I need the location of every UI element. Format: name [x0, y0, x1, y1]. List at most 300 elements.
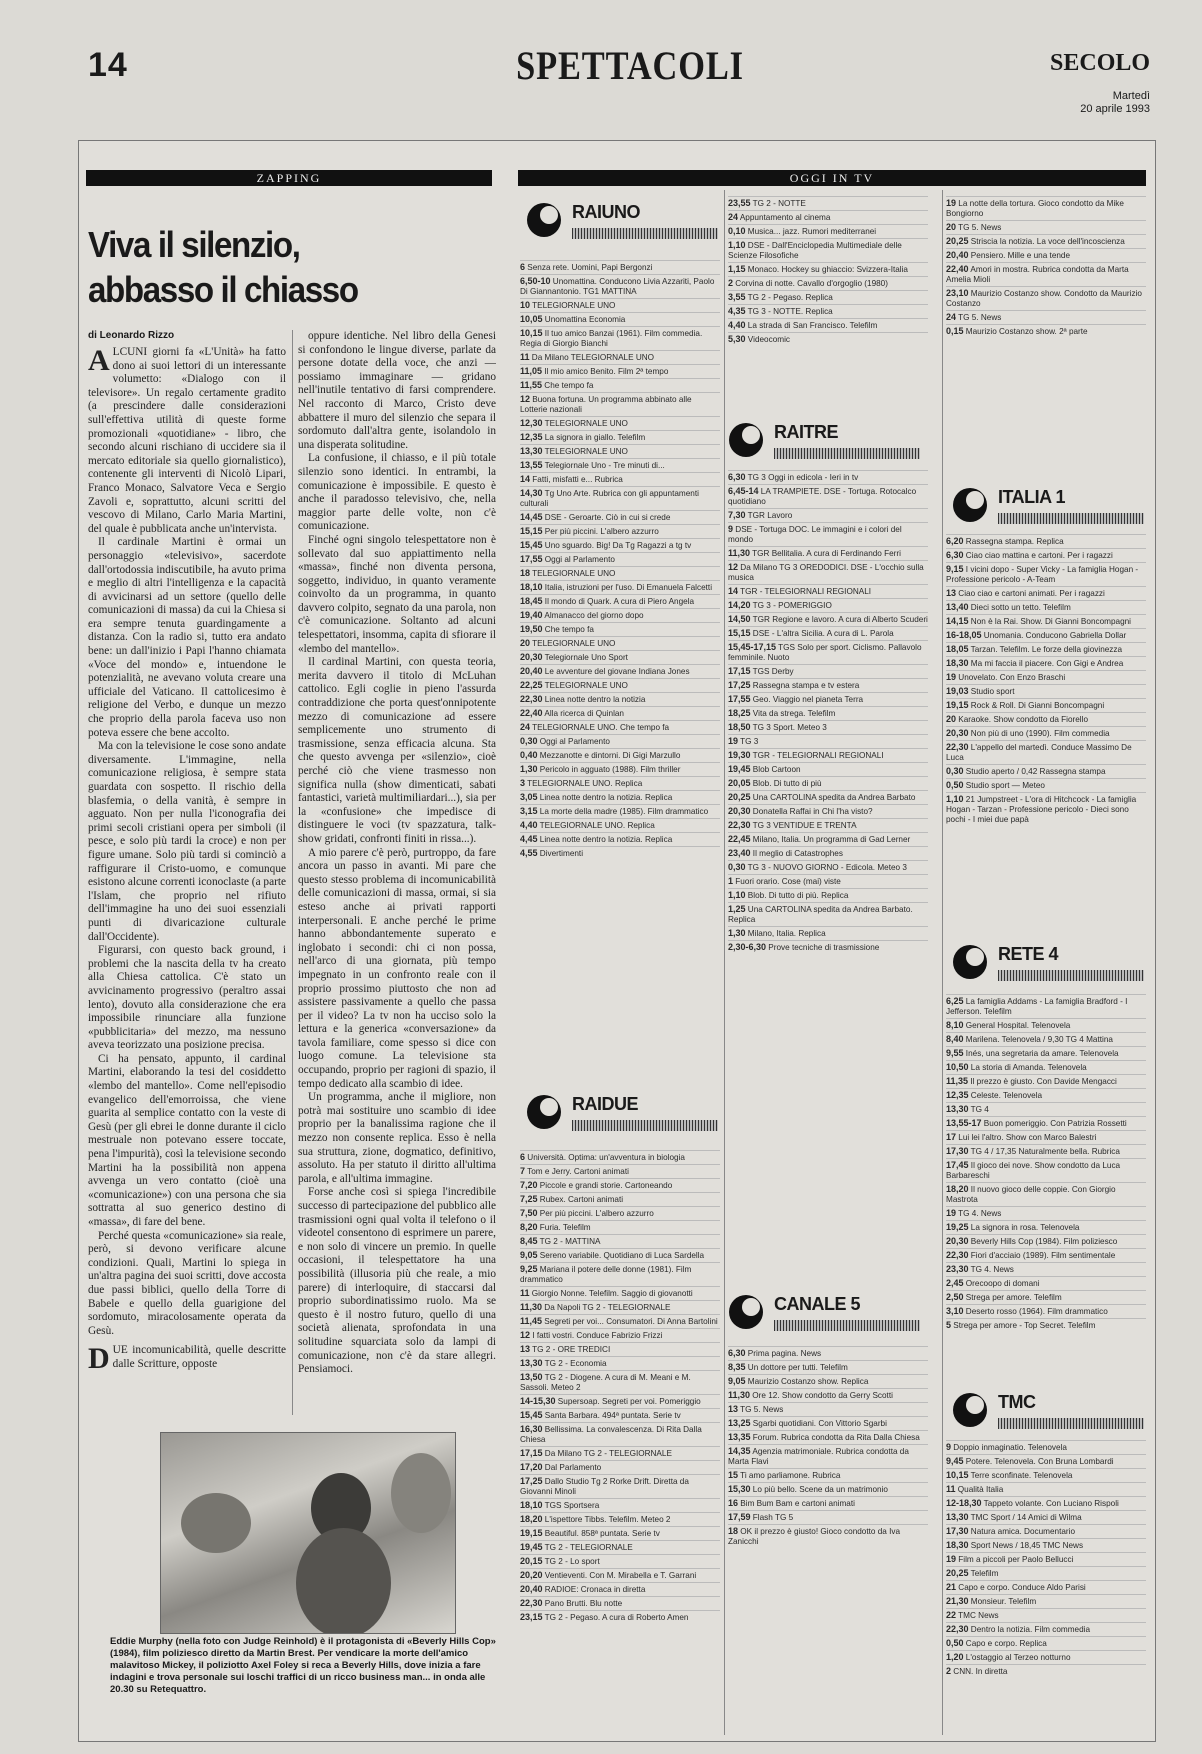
program-title: Per più piccini. L'albero azzurro: [542, 527, 659, 536]
program-time: 9,55: [946, 1048, 964, 1058]
program-row: [520, 1206, 720, 1220]
program-title: Da Milano TG 3 OREDODICI. DSE - L'occhio sulla musica: [728, 563, 924, 582]
program-title: Almanacco del giorno dopo: [542, 611, 644, 620]
program-time: 20,30: [520, 652, 543, 662]
program-time: 13,30: [946, 1104, 969, 1114]
program-title: DSE - Geroarte. Ciò in cui si crede: [542, 513, 671, 522]
program-time: 13,55-17: [946, 1118, 982, 1128]
program-title: RADIOE: Cronaca in diretta: [542, 1585, 646, 1594]
program-title: OK il prezzo è giusto! Gioco condotto da Iva Zanicchi: [728, 1527, 901, 1546]
program-title: Agenzia matrimoniale. Rubrica condotta da Marta Flavi: [728, 1447, 909, 1466]
program-row: [728, 598, 928, 612]
program-title: Ti amo parliamone. Rubrica: [738, 1471, 841, 1480]
program-title: General Hospital. Telenovela: [963, 1021, 1071, 1030]
program-time: 19,30: [728, 750, 751, 760]
program-time: 11,45: [520, 1316, 543, 1326]
program-title: Tom e Jerry. Cartoni animati: [525, 1167, 629, 1176]
program-time: 11,30: [728, 548, 751, 558]
program-title: Il prezzo è giusto. Con Davide Mengacci: [968, 1077, 1117, 1086]
program-title: La storia di Amanda. Telenovela: [968, 1063, 1087, 1072]
program-row: [728, 1388, 928, 1402]
program-title: Milano, Italia. Un programma di Gad Lerner: [750, 835, 911, 844]
photo-foliage: [181, 1493, 251, 1553]
program-title: Appuntamento al cinema: [738, 213, 831, 222]
program-time: 19,40: [520, 610, 543, 620]
program-title: Studio aperto / 0,42 Rassegna stampa: [963, 767, 1106, 776]
program-title: Capo e corpo. Replica: [963, 1639, 1047, 1648]
program-time: 14,45: [520, 512, 543, 522]
program-time: 17,25: [520, 1476, 543, 1486]
program-title: Oggi al Parlamento: [542, 555, 615, 564]
program-time: 8,40: [946, 1034, 964, 1044]
program-title: Maurizio Costanzo show. Replica: [745, 1377, 869, 1386]
program-time: 22,40: [520, 708, 543, 718]
program-time: 1: [728, 876, 734, 886]
program-title: Il tuo amico Banzai (1961). Film commedia. Regia di Giorgio Bianchi: [520, 329, 703, 348]
program-row: [520, 1356, 720, 1370]
program-time: 12-18,30: [946, 1498, 982, 1508]
program-time: 20,40: [520, 666, 543, 676]
program-row: [946, 586, 1146, 600]
program-time: 1,10: [728, 890, 746, 900]
program-row: [520, 1474, 720, 1498]
program-title: Milano, Italia. Replica: [745, 929, 826, 938]
program-title: TG 2 - TELEGIORNALE: [542, 1543, 633, 1552]
program-time: 0,30: [520, 736, 538, 746]
program-title: Lui lei l'altro. Show con Marco Balestri: [956, 1133, 1097, 1142]
program-title: Sereno variabile. Quotidiano di Luca Sardella: [537, 1251, 705, 1260]
program-row: [728, 940, 928, 954]
program-title: Furia. Telefilm: [537, 1223, 591, 1232]
program-time: 10: [520, 300, 531, 310]
program-time: 19: [946, 1554, 957, 1564]
program-row: [728, 1374, 928, 1388]
program-row: [520, 312, 720, 326]
program-title: TG 3 Oggi in edicola - Ieri in tv: [745, 473, 859, 482]
program-title: Fuori orario. Cose (mai) viste: [733, 877, 841, 886]
program-time: 9,25: [520, 1264, 538, 1274]
program-time: 20,05: [728, 778, 751, 788]
program-time: 2: [946, 1666, 952, 1676]
program-title: Il mio amico Benito. Film 2ª tempo: [542, 367, 669, 376]
program-row: [728, 1444, 928, 1468]
program-time: 17,45: [946, 1160, 969, 1170]
program-time: 18: [728, 1526, 739, 1536]
program-time: 17,55: [520, 554, 543, 564]
program-row: [946, 1594, 1146, 1608]
program-time: 11: [520, 352, 530, 362]
tmc-name: TMC: [998, 1392, 1036, 1412]
program-time: 4,35: [728, 306, 746, 316]
program-title: La signora in rosa. Telenovela: [968, 1223, 1080, 1232]
program-title: Pensiero. Mille e una tende: [968, 251, 1071, 260]
program-row: [728, 790, 928, 804]
program-title: Le avventure del giovane Indiana Jones: [542, 667, 690, 676]
program-title: Mariana il potere delle donne (1981). Film drammatico: [520, 1265, 692, 1284]
program-row: [946, 600, 1146, 614]
program-title: Musica... jazz. Rumori mediterranei: [745, 227, 877, 236]
photo-caption: Eddie Murphy (nella foto con Judge Reinhold) è il protagonista di «Beverly Hills Cop» (1984), film poliziesco diretto da Martin Brest. Per vendicare la morte dell'amico malavitoso Mickey, il poliziotto Axel Foley si reca a Beverly Hills, dove inizia a fare indagini e trova personale sui loschi traffici di un ricco business man... in onda alle 20.30 su Retequattro.: [110, 1636, 496, 1695]
program-row: [520, 678, 720, 692]
italia-1-schedule: [946, 534, 1146, 936]
program-row: [946, 1468, 1146, 1482]
italia-1-logo-icon: [948, 483, 992, 527]
program-title: Film a piccoli per Paolo Bellucci: [956, 1555, 1074, 1564]
program-row: [946, 1496, 1146, 1510]
program-time: 23,30: [946, 1264, 969, 1274]
program-row: [728, 1510, 928, 1524]
program-row: [728, 560, 928, 584]
program-title: Il meglio di Catastrophes: [750, 849, 843, 858]
program-row: [946, 1116, 1146, 1130]
program-row: [520, 1220, 720, 1234]
program-time: 18,10: [520, 1500, 543, 1510]
program-row: [728, 318, 928, 332]
program-title: Ventieventi. Con M. Mirabella e T. Garrani: [542, 1571, 697, 1580]
program-title: Monaco. Hockey su ghiaccio: Svizzera-Italia: [745, 265, 908, 274]
canale-5-schedule: [728, 1346, 928, 1736]
program-time: 3,10: [946, 1306, 964, 1316]
program-title: Buon pomeriggio. Con Patrizia Rossetti: [981, 1119, 1127, 1128]
program-row: [728, 224, 928, 238]
program-time: 9: [946, 1442, 952, 1452]
photo-figure: [296, 1528, 391, 1634]
program-row: [946, 248, 1146, 262]
program-row: [946, 286, 1146, 310]
program-time: 11,30: [520, 1302, 543, 1312]
program-time: 11,30: [728, 1390, 751, 1400]
program-title: Italia, istruzioni per l'uso. Di Emanuela Falcetti: [542, 583, 713, 592]
program-time: 1,15: [728, 264, 746, 274]
program-time: 2,45: [946, 1278, 964, 1288]
program-time: 16,30: [520, 1424, 543, 1434]
program-row: [520, 832, 720, 846]
program-time: 22,45: [728, 834, 751, 844]
program-time: 12: [728, 562, 739, 572]
program-title: Monsieur. Telefilm: [968, 1597, 1037, 1606]
program-time: 14-15,30: [520, 1396, 556, 1406]
program-title: Rassegna stampa e tv estera: [750, 681, 860, 690]
program-title: TELEGIORNALE UNO: [530, 639, 616, 648]
program-row: [946, 1018, 1146, 1032]
program-time: 22,30: [520, 694, 543, 704]
program-row: [728, 290, 928, 304]
program-time: 9,05: [520, 1250, 538, 1260]
headline-line2: abbasso il chiasso: [88, 269, 358, 310]
raiuno-logo-icon: [522, 198, 566, 242]
program-row: [520, 1342, 720, 1356]
program-time: 0,30: [728, 862, 746, 872]
program-time: 9,15: [946, 564, 964, 574]
program-time: 15,15: [520, 526, 543, 536]
program-time: 24: [728, 212, 739, 222]
program-row: [728, 888, 928, 902]
program-time: 23,55: [728, 198, 751, 208]
program-time: 17,25: [728, 680, 751, 690]
program-row: [946, 196, 1146, 220]
program-title: Strega per amore - Top Secret. Telefilm: [951, 1321, 1096, 1330]
program-time: 4,40: [520, 820, 538, 830]
program-title: Doppio inmaginatio. Telenovela: [951, 1443, 1067, 1452]
program-time: 19,15: [520, 1528, 543, 1538]
program-title: Per più piccini. L'albero azzurro: [537, 1209, 654, 1218]
program-title: Telegiornale Uno Sport: [542, 653, 628, 662]
program-title: TELEGIORNALE UNO: [542, 681, 628, 690]
program-title: Unomattina. Conducono Livia Azzariti, Paolo Di Giannantonio. TG1 MATTINA: [520, 277, 715, 296]
program-title: Beverly Hills Cop (1984). Film poliziesco: [968, 1237, 1118, 1246]
program-row: [520, 594, 720, 608]
program-time: 13,55: [520, 460, 543, 470]
program-time: 7,25: [520, 1194, 538, 1204]
program-row: [520, 790, 720, 804]
program-row: [520, 1408, 720, 1422]
program-title: Bellissima. La convalescenza. Di Rita Dalla Chiesa: [520, 1425, 702, 1444]
program-time: 22,30: [946, 1250, 969, 1260]
article-photo: [160, 1432, 456, 1634]
article-paragraph: oppure identiche. Nel libro della Genesi si confondono le lingue diverse, parlate da persone dotate della voce, che anzi — possiamo immaginare — gridano nell'inutile tentativo di farsi comprendere. Nel racconto di Marco, Cristo deve abbattere il muro del silenzio che separa il sordomuto dall'altra gente, isolandolo in una disperata solitudine.: [298, 330, 496, 451]
program-row: [520, 1164, 720, 1178]
program-title: Beautiful. 858ª puntata. Serie tv: [542, 1529, 660, 1538]
program-title: TG 3 Sport. Meteo 3: [750, 723, 827, 732]
program-time: 8,35: [728, 1362, 746, 1372]
program-row: [946, 1248, 1146, 1262]
program-row: [728, 1360, 928, 1374]
program-row: [946, 1182, 1146, 1206]
program-title: Celeste. Telenovela: [968, 1091, 1043, 1100]
program-title: TG 2 - ORE TREDICI: [530, 1345, 611, 1354]
program-row: [728, 210, 928, 224]
program-title: TG 2 - Pegaso. A cura di Roberto Amen: [542, 1613, 689, 1622]
program-row: [728, 1346, 928, 1360]
program-title: Corvina di notte. Cavallo d'orgoglio (1980): [733, 279, 888, 288]
article-paragraph: Il cardinal Martini, con questa teoria, merita davvero il titolo di McLuhan cattolico. Egli coglie in pieno l'assurda contraddizione che porta quest'onnipotente mezzo di comunicazione ad essere semplicemente uno strumento di trasmissione, senza efficacia alcuna. Sta che questo avvenga per «silenzio», cioè perché ciò che viene trasmesso non significa nulla (show dimenticati, sabati fantastici, varietà multimiliardari...), sia per la «confusione» che impedisce di distinguere le voci (tv spazzatura, talk-show gridati, confronti finiti in rissa...).: [298, 656, 496, 845]
program-time: 13,50: [520, 1372, 543, 1382]
program-title: TG 3 - POMERIGGIO: [750, 601, 832, 610]
program-title: TG 2 - Pegaso. Replica: [745, 293, 833, 302]
program-row: [520, 818, 720, 832]
program-row: [946, 1060, 1146, 1074]
program-time: 21,30: [946, 1596, 969, 1606]
program-time: 19: [946, 198, 957, 208]
program-row: [520, 260, 720, 274]
program-title: Sgarbi quotidiani. Con Vittorio Sgarbi: [750, 1419, 887, 1428]
program-row: [946, 324, 1146, 338]
program-time: 1,25: [728, 904, 746, 914]
program-title: Fiori d'acciaio (1989). Film sentimentale: [968, 1251, 1116, 1260]
program-row: [728, 734, 928, 748]
program-title: LA TRAMPIETE. DSE - Tortuga. Rotocalco quotidiano: [728, 487, 917, 506]
program-row: [520, 364, 720, 378]
program-row: [728, 776, 928, 790]
program-title: TG 4. News: [956, 1209, 1002, 1218]
program-title: I vicini dopo - Super Vicky - La famiglia Hogan - Professione pericolo - A-Team: [946, 565, 1139, 584]
program-row: [946, 1032, 1146, 1046]
program-time: 14: [520, 474, 531, 484]
program-time: 20: [946, 714, 957, 724]
program-title: Giorgio Nonne. Telefilm. Saggio di giovanotti: [529, 1289, 693, 1298]
program-time: 18: [520, 568, 531, 578]
program-title: Sport News / 18,45 TMC News: [968, 1541, 1084, 1550]
program-time: 14,30: [520, 488, 543, 498]
program-row: [728, 818, 928, 832]
program-title: Pano Brutti. Blu notte: [542, 1599, 623, 1608]
program-title: Buona fortuna. Un programma abbinato alle Lotterie nazionali: [520, 395, 692, 414]
drop-cap: A: [88, 346, 110, 377]
program-row: [946, 1482, 1146, 1496]
program-row: [520, 706, 720, 720]
article-paragraph: DUE incomunicabilità, quelle descritte dalle Scritture, opposte: [88, 1342, 286, 1376]
program-row: [946, 1234, 1146, 1248]
headline-line1: Viva il silenzio,: [88, 224, 300, 265]
program-row: [728, 484, 928, 508]
program-time: 0,40: [520, 750, 538, 760]
raitre-rule: [774, 448, 920, 459]
canale-5-name: CANALE 5: [774, 1294, 861, 1314]
program-title: Tappeto volante. Con Luciano Rispoli: [981, 1499, 1119, 1508]
program-time: 19,03: [946, 686, 969, 696]
program-title: TGR Lavoro: [745, 511, 793, 520]
article-paragraph: A mio parere c'è però, purtroppo, da fare ancora un passo in avanti. Mi pare che questo stesso problema di incomunicabilità delle comunicazioni di massa, ormai, si sia esteso anche ai privati rapporti interpersonali. E anche perché le prime hanno abbondantemente superato e inglobato i secondi: chi ci non possa, nell'arco di una giornata, più tempo impegnato in un confronto reale con il proprio prossimo piuttosto che non ad assistere passivamente a quello che passa per il video? La tv non ha ucciso solo la lettura e la generica «conversazione» da tavola familiare, come spesso si dice con luogo comune. La televisione sta occupando, proprio per ragioni di spazio, il tempo dedicato alla scambio di idee.: [298, 846, 496, 1090]
program-time: 18,25: [728, 708, 751, 718]
program-title: La famiglia Addams - La famiglia Bradford - I Jefferson. Telefilm: [946, 997, 1128, 1016]
program-time: 14,15: [946, 616, 969, 626]
program-time: 21: [946, 1582, 957, 1592]
program-title: Blob Cartoon: [750, 765, 801, 774]
program-row: [520, 1300, 720, 1314]
program-title: Mezzanotte e dintorni. Di Gigi Marzullo: [537, 751, 681, 760]
program-title: TGS Sportsera: [542, 1501, 600, 1510]
program-title: Dal Parlamento: [542, 1463, 602, 1472]
page-number: 14: [88, 46, 128, 84]
program-title: TG 3: [738, 737, 759, 746]
program-row: [946, 1552, 1146, 1566]
program-time: 20,15: [520, 1556, 543, 1566]
program-title: TG 2 - Economia: [542, 1359, 607, 1368]
program-time: 8,20: [520, 1222, 538, 1232]
program-time: 13,25: [728, 1418, 751, 1428]
program-title: Maurizio Costanzo show. 2ª parte: [963, 327, 1088, 336]
program-time: 20,40: [946, 250, 969, 260]
program-row: [728, 522, 928, 546]
program-time: 10,05: [520, 314, 543, 324]
program-time: 2: [728, 278, 734, 288]
tmc-logo-icon: [948, 1388, 992, 1432]
program-title: Linea notte dentro la notizia. Replica: [537, 793, 673, 802]
program-row: [520, 444, 720, 458]
italia-1-rule: [998, 513, 1144, 524]
program-title: 21 Jumpstreet - L'ora di Hitchcock - La famiglia Hogan - Tarzan - Professione pericolo - Dieci sono pochi - I miei due papà: [946, 795, 1137, 824]
program-time: 9: [728, 524, 734, 534]
program-row: [946, 1206, 1146, 1220]
program-time: 5,30: [728, 334, 746, 344]
program-row: [728, 748, 928, 762]
program-time: 22,30: [520, 1598, 543, 1608]
program-row: [728, 238, 928, 262]
program-title: TG 4. News: [968, 1265, 1014, 1274]
program-title: Maurizio Costanzo show. Condotto da Maurizio Costanzo: [946, 289, 1142, 308]
program-title: La strada di San Francisco. Telefilm: [745, 321, 878, 330]
program-row: [946, 642, 1146, 656]
tv-column-divider: [942, 190, 943, 1735]
program-title: L'ispettore Tibbs. Telefilm. Meteo 2: [542, 1515, 671, 1524]
program-title: Marilena. Telenovela / 9,30 TG 4 Mattina: [963, 1035, 1113, 1044]
program-time: 17,15: [520, 1448, 543, 1458]
program-row: [946, 220, 1146, 234]
program-row: [520, 692, 720, 706]
program-title: Fatti, misfatti e... Rubrica: [530, 475, 623, 484]
program-row: [520, 510, 720, 524]
program-title: TGS Derby: [750, 667, 794, 676]
program-title: Divertimenti: [537, 849, 584, 858]
program-row: [728, 640, 928, 664]
program-row: [728, 846, 928, 860]
program-row: [520, 1192, 720, 1206]
program-row: [946, 712, 1146, 726]
program-row: [946, 656, 1146, 670]
program-row: [946, 740, 1146, 764]
program-row: [520, 350, 720, 364]
program-title: TGS Solo per sport. Ciclismo. Pallavolo femminile. Nuoto: [728, 643, 922, 662]
article-paragraph: Figurarsi, con questo back ground, i problemi che la nascita della tv ha creato alla Chiesa cattolica. C'è stato un avvicinamento progressivo (peraltro assai lento), dovuto alla considerazione che era impossibile rinunciare alla funzione «pubblicitaria» del mezzo, ma nessuno aveva teorizzato una posizione precisa.: [88, 944, 286, 1052]
program-title: Santa Barbara. 494ª puntata. Serie tv: [542, 1411, 681, 1420]
program-time: 15,15: [728, 628, 751, 638]
program-title: Linea notte dentro la notizia: [542, 695, 646, 704]
program-time: 0,50: [946, 1638, 964, 1648]
program-row: [728, 1482, 928, 1496]
program-title: Senza rete. Uomini, Papi Bergonzi: [525, 263, 653, 272]
program-title: Prove tecniche di trasmissione: [766, 943, 880, 952]
rete-4-schedule: [946, 994, 1146, 1382]
program-time: 22: [946, 1610, 957, 1620]
program-title: Studio sport — Meteo: [963, 781, 1045, 790]
program-row: [520, 846, 720, 860]
program-title: Rubex. Cartoni animati: [537, 1195, 624, 1204]
program-time: 17,55: [728, 694, 751, 704]
program-time: 19: [946, 672, 957, 682]
program-time: 4,45: [520, 834, 538, 844]
program-title: Unomania. Conducono Gabriella Dollar: [981, 631, 1127, 640]
program-time: 11: [520, 1288, 530, 1298]
program-time: 18,10: [520, 582, 543, 592]
program-row: [520, 298, 720, 312]
column-divider: [292, 330, 293, 1415]
program-title: Rassegna stampa. Replica: [963, 537, 1064, 546]
program-row: [520, 720, 720, 734]
program-time: 22,40: [946, 264, 969, 274]
program-title: Bim Bum Bam e cartoni animati: [738, 1499, 855, 1508]
program-row: [520, 762, 720, 776]
program-time: 19,50: [520, 624, 543, 634]
program-time: 17,30: [946, 1146, 969, 1156]
program-title: TGR Regione e lavoro. A cura di Alberto Scuderi: [750, 615, 928, 624]
program-time: 3,15: [520, 806, 538, 816]
program-row: [520, 622, 720, 636]
program-time: 1,30: [520, 764, 538, 774]
program-title: TG 3 - NUOVO GIORNO - Edicola. Meteo 3: [745, 863, 907, 872]
tmc-schedule: [946, 1440, 1146, 1738]
rete-4-rule: [998, 970, 1144, 981]
program-title: I fatti vostri. Conduce Fabrizio Frizzi: [530, 1331, 663, 1340]
program-row: [946, 1262, 1146, 1276]
program-title: Striscia la notizia. La voce dell'incoscienza: [968, 237, 1125, 246]
program-time: 6,50-10: [520, 276, 551, 286]
program-time: 19: [946, 1208, 957, 1218]
program-time: 17,30: [946, 1526, 969, 1536]
date-label: 20 aprile 1993: [1080, 103, 1150, 115]
program-row: [520, 636, 720, 650]
program-title: DSE - Tortuga DOC. Le immagini e i colori del mondo: [728, 525, 902, 544]
program-time: 0,50: [946, 780, 964, 790]
